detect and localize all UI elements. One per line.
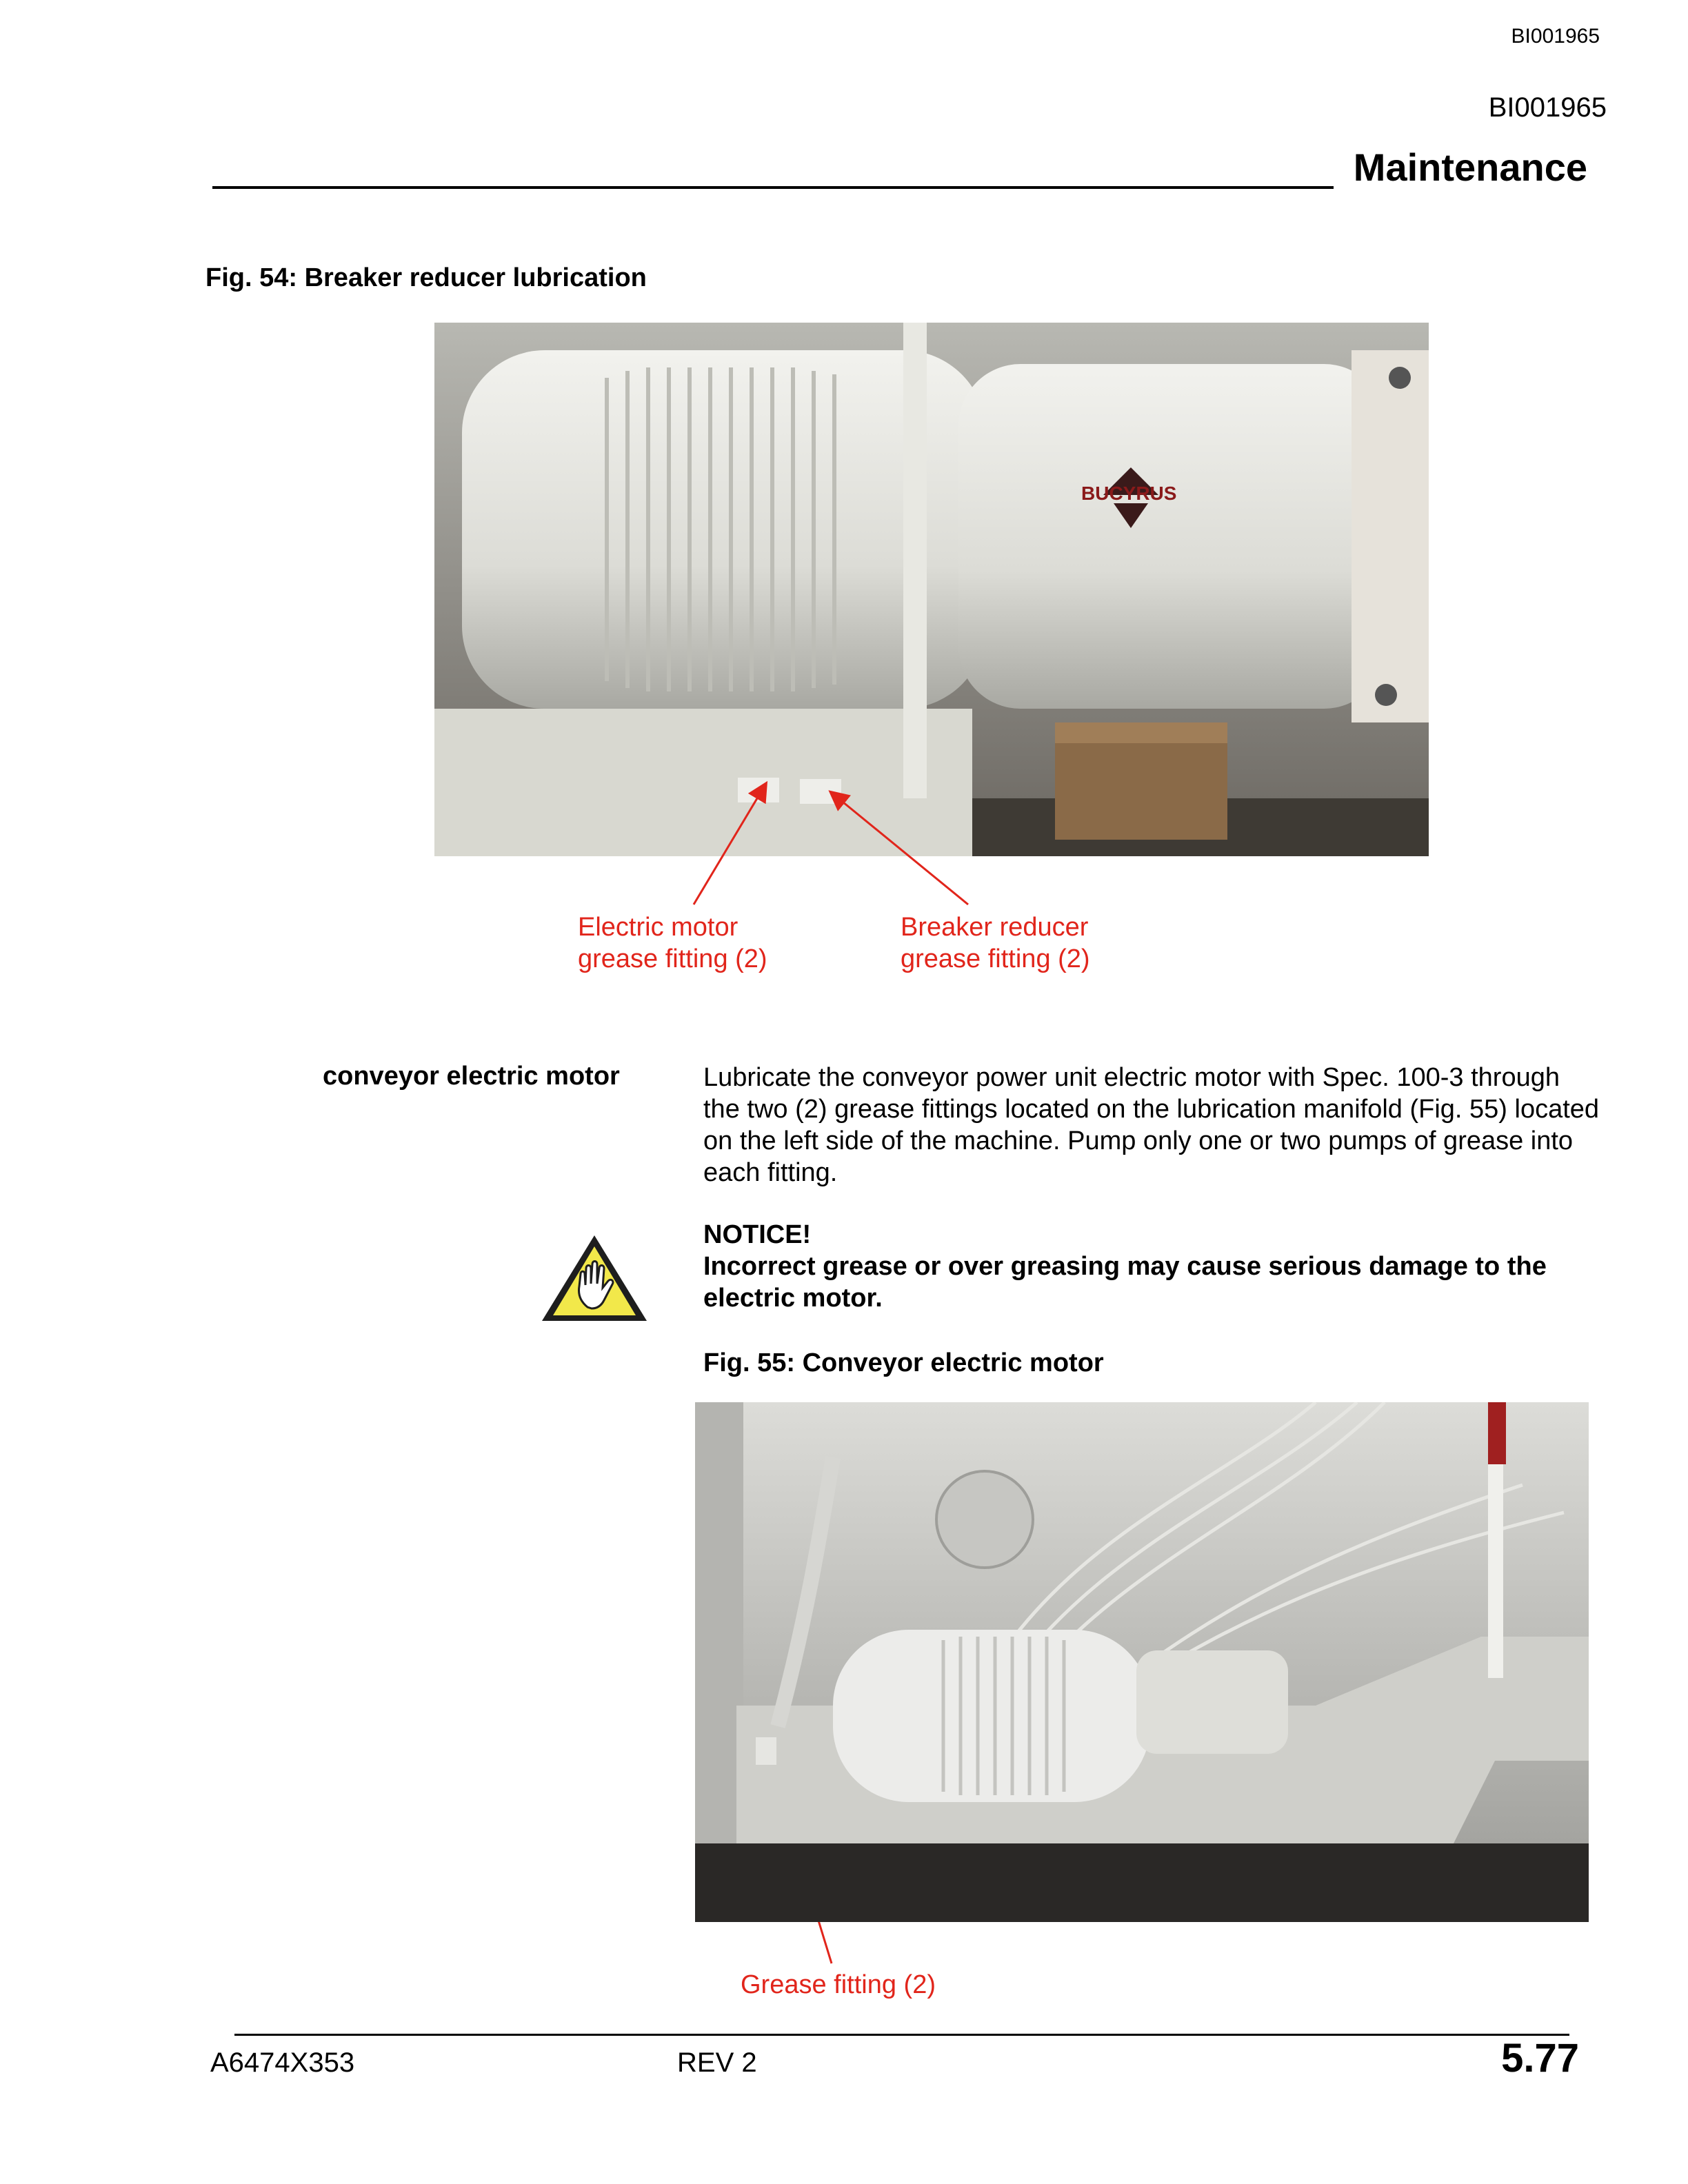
footer-rule: [234, 2034, 1569, 2036]
figure-55-caption: Fig. 55: Conveyor electric motor: [703, 1348, 1104, 1377]
document-id-small: BI001965: [1511, 25, 1600, 48]
figure-55-photo: [695, 1402, 1589, 1922]
callout-grease-fitting: Grease fitting (2): [741, 1970, 936, 1999]
figure-54-caption: Fig. 54: Breaker reducer lubrication: [205, 263, 647, 292]
footer-revision: REV 2: [677, 2048, 757, 2078]
lubrication-paragraph: Lubricate the conveyor power unit electric motor with Spec. 100-3 through the two (2) grease fittings located on the lubrication manifold (Fig. 55) located on the left side of the machine. Pump only one or two pumps of grease into each fitting.: [703, 1063, 1600, 1187]
notice-block: [703, 1219, 1600, 1314]
section-title: Maintenance: [1353, 145, 1587, 189]
callout-breaker-reducer-line1: Breaker reducer: [901, 913, 1089, 942]
document-id: BI001965: [1488, 92, 1607, 123]
caution-hand-icon: [539, 1233, 650, 1324]
figure-54-photo: [434, 323, 1429, 856]
callout-electric-motor: [578, 911, 767, 975]
side-heading-conveyor-electric-motor: conveyor electric motor: [323, 1062, 620, 1091]
bucyrus-brand-text: BUCYRUS: [1081, 483, 1177, 504]
notice-title: NOTICE!: [703, 1220, 812, 1249]
callout-electric-motor-line1: Electric motor: [578, 913, 738, 942]
footer-doc-number: A6474X353: [210, 2048, 355, 2078]
notice-text: Incorrect grease or over greasing may cause serious damage to the electric motor.: [703, 1252, 1547, 1313]
page-number: 5.77: [1501, 2036, 1579, 2081]
header-rule: [212, 186, 1334, 189]
callout-electric-motor-line2: grease fitting (2): [578, 944, 767, 973]
callout-breaker-reducer-line2: grease fitting (2): [901, 944, 1090, 973]
callout-breaker-reducer: [901, 911, 1090, 975]
